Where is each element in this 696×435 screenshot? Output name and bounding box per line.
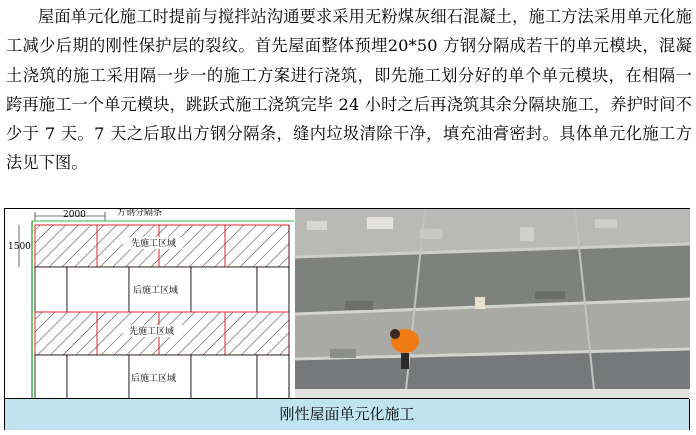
body-paragraph: 屋面单元化施工时提前与搅拌站沟通要求采用无粉煤灰细石混凝土，施工方法采用单元化施工减少后期的刚性保护层的裂纹。首先屋面整体预埋20*50 方钢分隔成若干的单元模块，混凝土浇筑的施工采用隔一步一的施工方案进行浇筑，即先施工划分好的单个单元模块，在相隔一跨再施工一个单元模块，跳跃式施工浇筑完毕 24 小时之后再浇筑其余分隔块施工，养护时间不少于 7 天。7 天之后取出方钢分隔条，缝内垃圾清除干净，填充油膏密封。具体单元化施工方法见下图。 bbox=[6, 7, 692, 173]
zone-later-label-1: 后施工区域 bbox=[133, 286, 179, 296]
figure-caption: 刚性屋面单元化施工 bbox=[5, 398, 689, 430]
zone-first-label-1: 先施工区域 bbox=[131, 239, 177, 249]
row-later-1 bbox=[35, 267, 289, 312]
dim-top-label: 2000 bbox=[63, 210, 86, 220]
row-first-1 bbox=[35, 225, 289, 267]
construction-photo bbox=[295, 209, 690, 399]
row-first-2 bbox=[35, 312, 289, 355]
zone-first-label-2: 先施工区域 bbox=[129, 327, 175, 337]
unit-construction-diagram bbox=[5, 209, 294, 399]
figure-block bbox=[4, 208, 690, 430]
dim-top-right-label: 方钢分隔条 bbox=[117, 209, 163, 218]
zone-later-label-2: 后施工区域 bbox=[131, 374, 177, 384]
dim-left-label: 1500 bbox=[8, 242, 31, 252]
row-later-2 bbox=[35, 355, 289, 399]
